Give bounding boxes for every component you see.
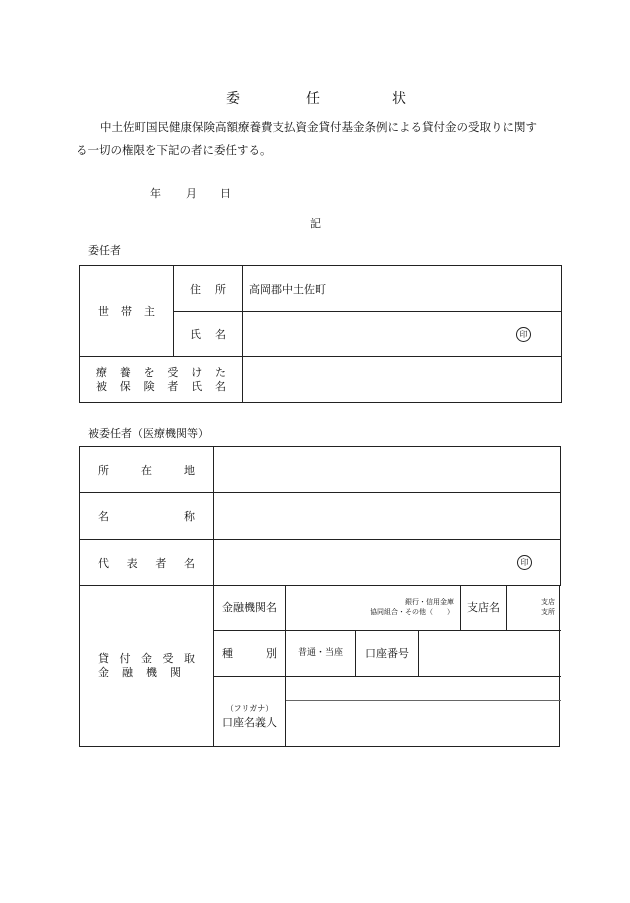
- bank-types-line-2: 協同組合・その他（ ）: [370, 608, 454, 616]
- bank-types-line-1: 銀行・信用金庫: [405, 598, 454, 606]
- bank-section-label-line-2: 金 融 機 関: [98, 666, 181, 679]
- holder-field[interactable]: [286, 701, 561, 746]
- address-value: 高岡郡中土佐町: [249, 282, 326, 296]
- delegator-table: [79, 265, 562, 403]
- type-value[interactable]: 普通・当座: [286, 631, 356, 676]
- account-no-label: 口座番号: [356, 631, 419, 676]
- branch-label: 支店名: [461, 585, 507, 630]
- holder-label: 口座名義人: [222, 716, 277, 729]
- branch-field[interactable]: [507, 585, 561, 630]
- insured-name-field[interactable]: [243, 357, 562, 403]
- date-month: 月: [186, 187, 197, 200]
- location-label-cell: 所 在 地: [80, 447, 214, 493]
- insured-label-cell: [80, 357, 243, 403]
- date-year: 年: [150, 187, 161, 200]
- org-name-label-cell: 名 称: [80, 493, 214, 540]
- name-label-cell: 氏 名: [174, 312, 243, 357]
- location-field[interactable]: [214, 447, 561, 493]
- holder-row: [214, 677, 561, 746]
- kana-field[interactable]: [286, 677, 561, 701]
- rep-field[interactable]: [214, 540, 561, 586]
- date-day: 日: [220, 187, 231, 200]
- insured-label-line-2: 被 保 険 者 氏 名: [96, 379, 226, 393]
- kana-label: （フリガナ）: [225, 704, 274, 713]
- household-head-cell: 世 帯 主: [80, 266, 174, 357]
- ki-mark: 記: [310, 217, 321, 230]
- rep-label-cell: 代 表 者 名: [80, 540, 214, 586]
- title-char-3: 状: [392, 91, 406, 107]
- intro-line-2: る一切の権限を下記の者に委任する。: [76, 143, 272, 157]
- type-label-cell: 種 別: [214, 631, 286, 676]
- bank-name-label: 金融機関名: [214, 585, 286, 630]
- title-char-2: 任: [306, 91, 320, 107]
- branch-types-line-2: 支所: [541, 608, 555, 616]
- delegator-heading: 委任者: [88, 244, 121, 257]
- household-head-label: 世: [98, 305, 109, 318]
- date-line: [0, 185, 630, 201]
- document-title: [0, 88, 630, 110]
- insured-label-line-1: 療 養 を 受 け た: [96, 365, 226, 379]
- title-char-1: 委: [226, 91, 240, 107]
- bank-section: [79, 585, 560, 747]
- org-name-field[interactable]: [214, 493, 561, 540]
- bank-name-field[interactable]: [286, 585, 461, 630]
- seal-mark-icon: 印: [517, 555, 532, 570]
- bank-section-label-line-1: 貸 付 金 受 取: [98, 652, 195, 665]
- account-no-field[interactable]: [419, 631, 561, 676]
- delegate-table: [79, 446, 561, 586]
- address-field[interactable]: [243, 266, 562, 312]
- seal-mark-icon: 印: [516, 327, 531, 342]
- intro-paragraph: [76, 116, 556, 162]
- account-type-row: [214, 631, 561, 677]
- name-field[interactable]: [243, 312, 562, 357]
- holder-label-cell: [214, 677, 286, 746]
- delegate-heading: 被委任者（医療機関等）: [88, 427, 209, 440]
- bank-name-row: [214, 585, 561, 631]
- intro-line-1: 中土佐町国民健康保険高額療養費支払資金貸付基金条例による貸付金の受取りに関す: [100, 120, 537, 134]
- bank-section-label: [80, 585, 214, 746]
- address-label-cell: 住 所: [174, 266, 243, 312]
- branch-types-line-1: 支店: [541, 598, 555, 606]
